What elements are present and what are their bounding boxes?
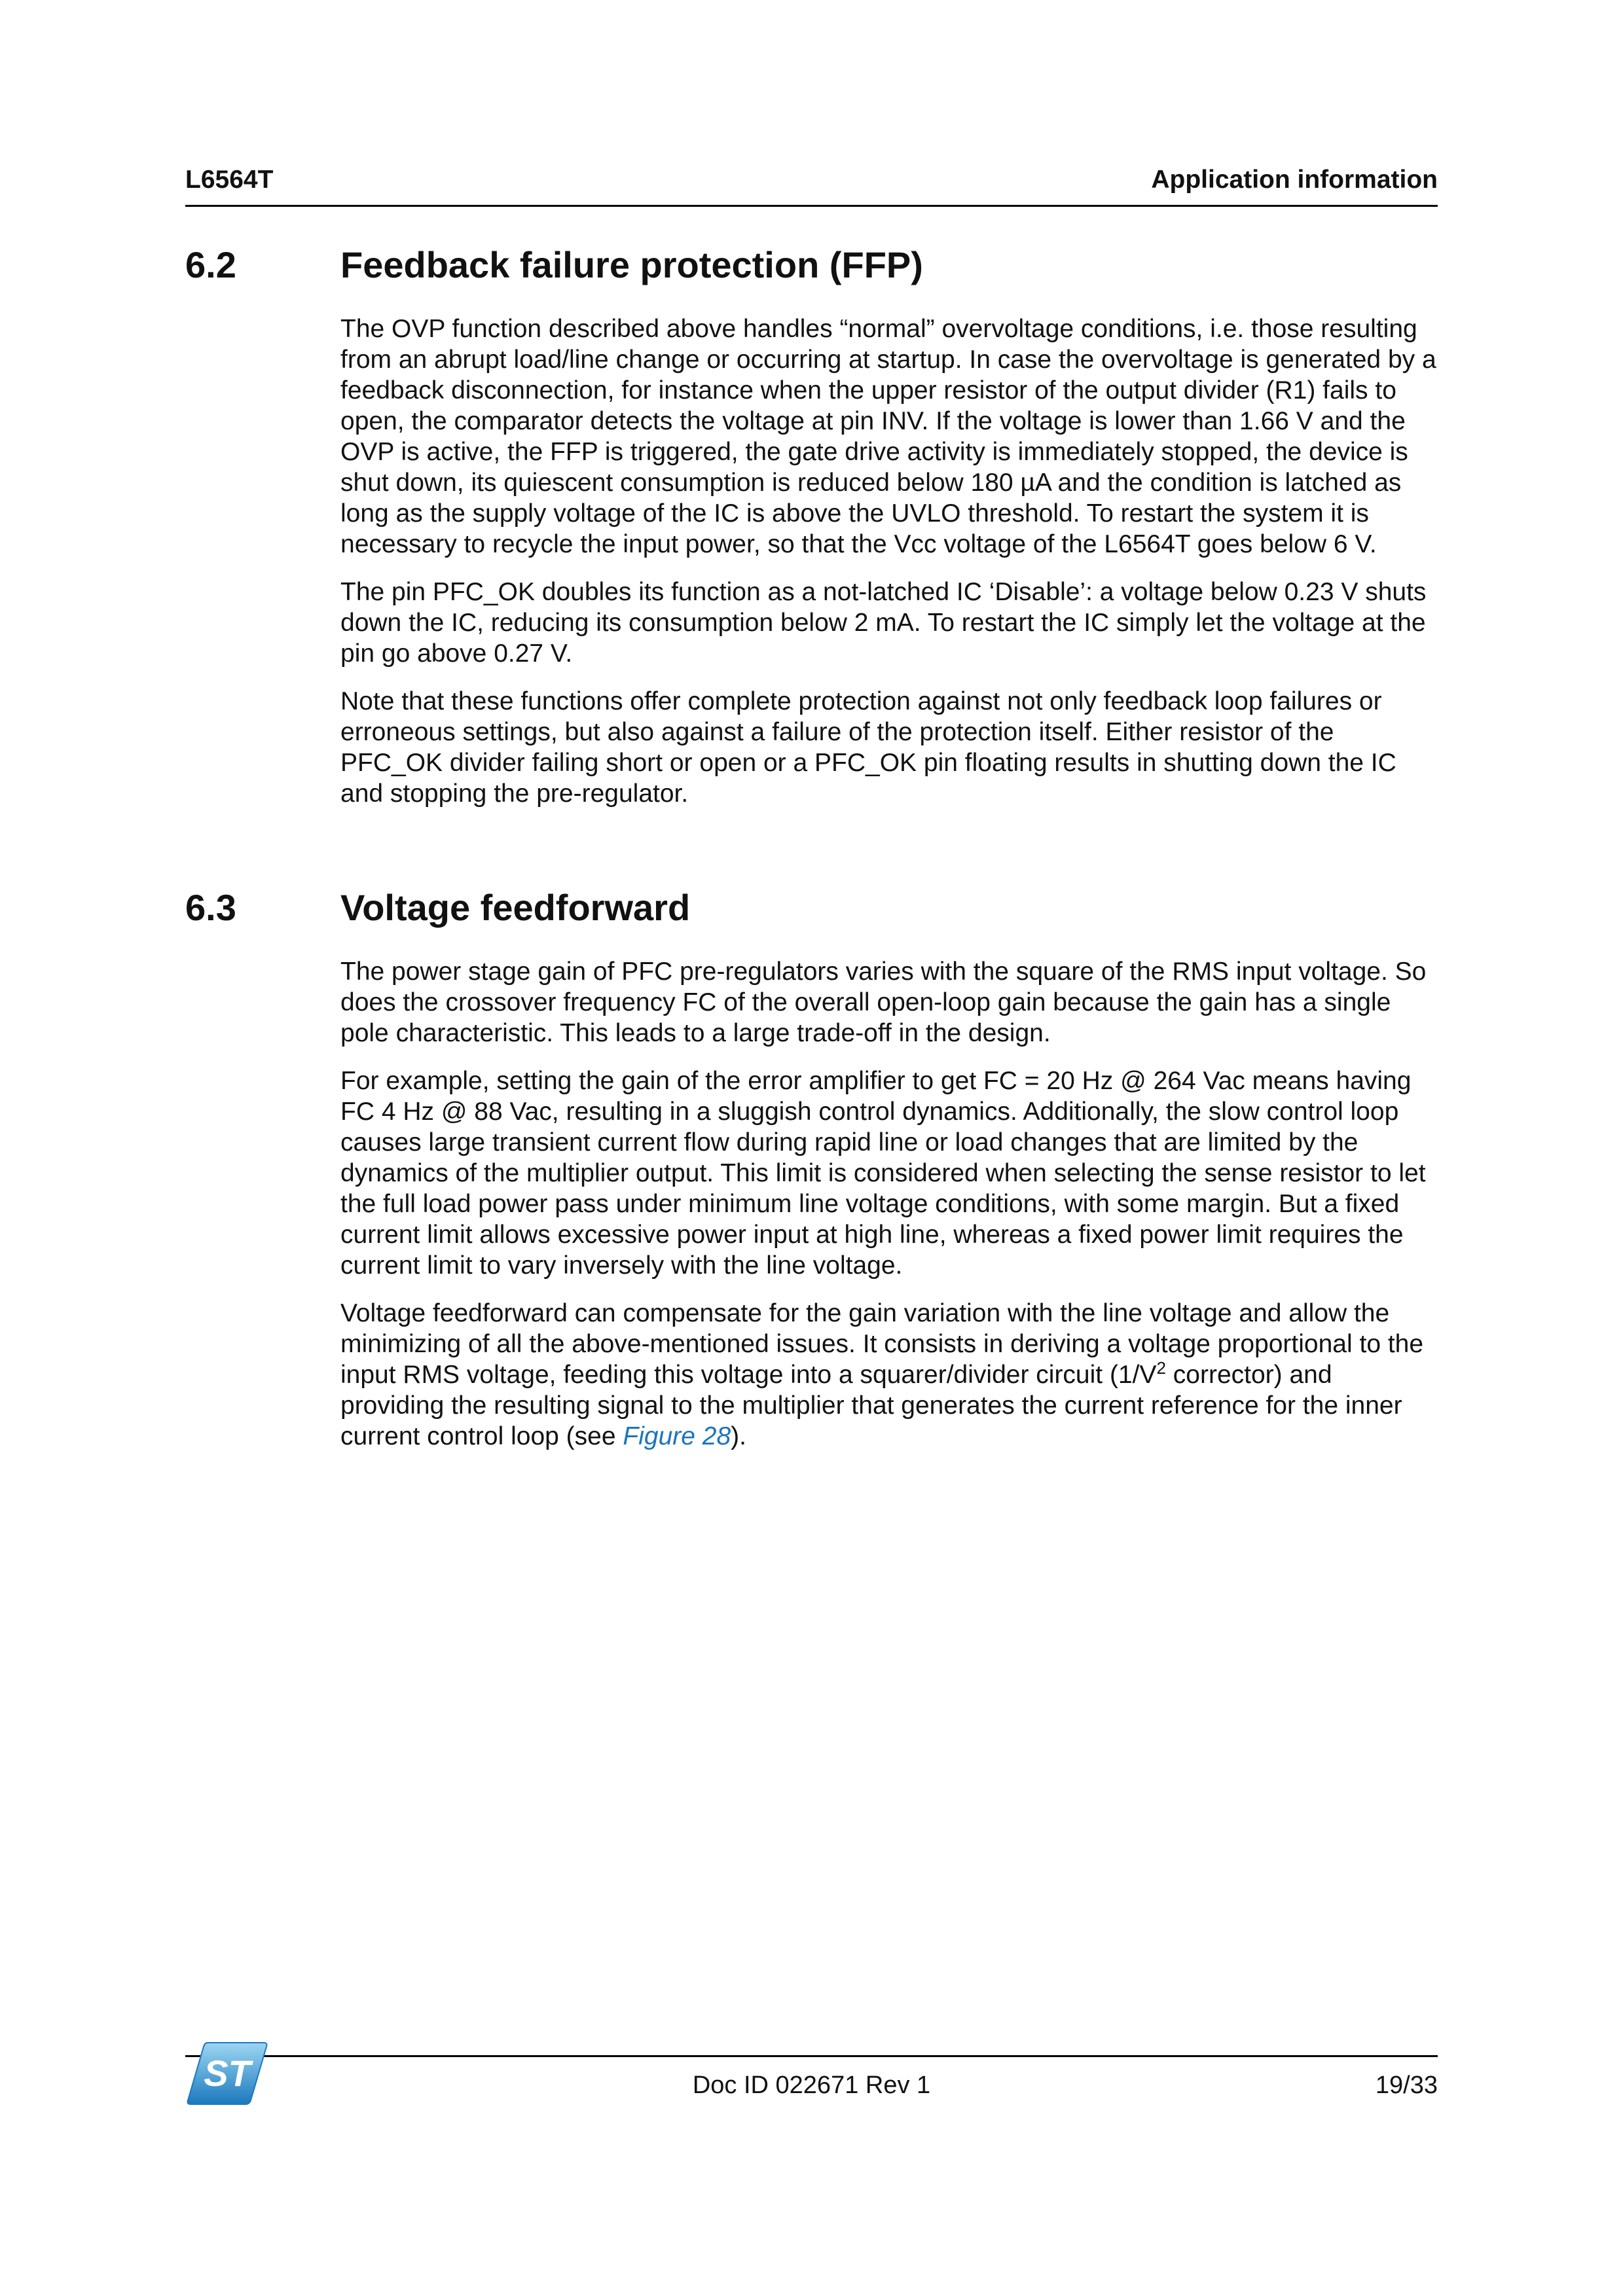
section-body [340,314,1438,809]
paragraph: For example, setting the gain of the error amplifier to get FC = 20 Hz @ 264 Vac means having FC 4 Hz @ 88 Vac, resulting in a sluggish control dynamics. Additionally, the slow control loop causes large transient current flow during rapid line or load changes that are limited by the dynamics of the multiplier output. This limit is considered when selecting the sense resistor to let the full load power pass under minimum line voltage conditions, with some margin. But a fixed current limit allows excessive power input at high line, whereas a fixed power limit requires the current limit to vary inversely with the line voltage. [340,1067,1426,1280]
figure-28-link[interactable]: Figure 28 [623,1422,731,1450]
st-logo-text: ST [204,2053,251,2094]
section-number: 6.2 [185,244,236,285]
section-heading [185,886,1438,929]
st-logo [185,2039,269,2107]
paragraph: The OVP function described above handles “normal” overvoltage conditions, i.e. those resulting from an abrupt load/line change or occurring at startup. In case the overvoltage is generated by a feedback disconnection, for instance when the upper resistor of the output divider (R1) fails to open, the comparator detects the voltage at pin INV. If the voltage is lower than 1.66 V and the OVP is active, the FFP is triggered, the gate drive activity is immediately stopped, the device is shut down, its quiescent consumption is reduced below 180 µA and the condition is latched as long as the supply voltage of the IC is above the UVLO threshold. To restart the system it is necessary to recycle the input power, so that the Vcc voltage of the L6564T goes below 6 V. [340,315,1436,558]
section-title: Feedback failure protection (FFP) [340,244,923,285]
paragraph-text: corrector) and providing the resulting signal to the multiplier that generates the current reference for the inner current control loop (see [340,1361,1402,1450]
paragraph [340,1298,1438,1452]
paragraph-text: Voltage feedforward can compensate for the gain variation with the line voltage and allow the minimizing of all the above-mentioned issues. It consists in deriving a voltage proportional to the input RMS voltage, feeding this voltage into a squarer/divider circuit (1/V [340,1299,1424,1389]
header-chapter-title: Application information [1151,166,1438,194]
paragraph-text: ). [731,1422,746,1450]
paragraph: Note that these functions offer complete protection against not only feedback loop failures or erroneous settings, but also against a failure of the protection itself. Either resistor of the PFC_OK divider failing short or open or a PFC_OK pin floating results in shutting down the IC and stopping the pre-regulator. [340,687,1396,808]
page-content [185,243,1438,1529]
paragraph: The power stage gain of PFC pre-regulators varies with the square of the RMS input voltage. So does the crossover frequency FC of the overall open-loop gain because the gain has a single pole characteristic. This leads to a large trade-off in the design. [340,958,1427,1047]
footer-row [185,2053,1438,2099]
footer-doc-id: Doc ID 022671 Rev 1 [692,2072,931,2099]
section-voltage-feedforward [185,886,1438,1452]
superscript-2: 2 [1156,1358,1166,1378]
header-part-number: L6564T [185,166,274,194]
page-footer [185,2053,1438,2099]
section-heading [185,243,1438,286]
section-body [340,956,1438,1452]
page-header [185,166,1438,207]
section-number: 6.3 [185,887,236,928]
paragraph: The pin PFC_OK doubles its function as a not-latched IC ‘Disable’: a voltage below 0.23 V shuts down the IC, reducing its consumption below 2 mA. To restart the IC simply let the voltage at the pin go above 0.27 V. [340,578,1427,668]
footer-page-number: 19/33 [1375,2072,1438,2099]
section-feedback-failure-protection [185,243,1438,809]
section-title: Voltage feedforward [340,887,691,928]
